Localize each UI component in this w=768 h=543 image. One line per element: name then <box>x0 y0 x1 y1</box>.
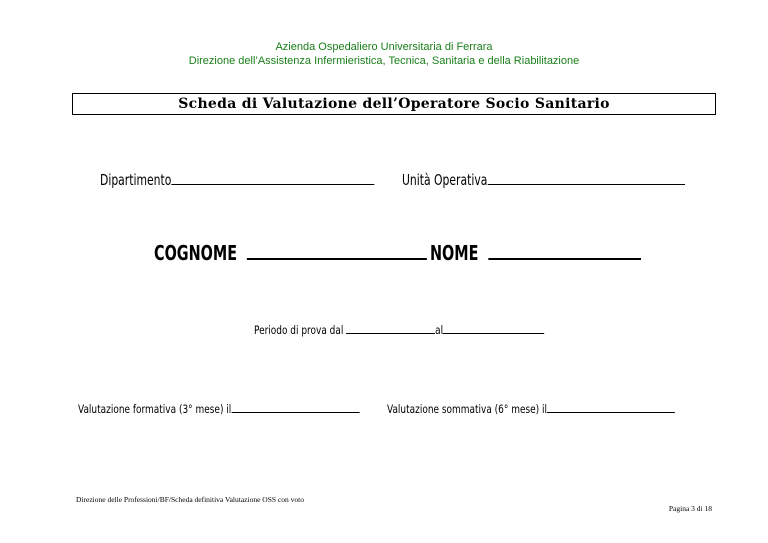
valutazione-formativa-label: Valutazione formativa (3° mese) il <box>78 402 232 416</box>
valutazione-sommativa-blank[interactable] <box>547 401 675 413</box>
dipartimento-label: Dipartimento <box>100 171 172 189</box>
valutazione-sommativa-field[interactable] <box>387 401 675 416</box>
cognome-blank[interactable] <box>247 241 427 260</box>
periodo-prova-field[interactable] <box>254 322 545 337</box>
nome-blank[interactable] <box>489 241 642 260</box>
nome-label: NOME <box>430 241 479 265</box>
form-title: Scheda di Valutazione dell’Operatore Socio Sanitario <box>178 96 610 112</box>
valutazione-formativa-field[interactable] <box>78 401 359 416</box>
valutazione-formativa-blank[interactable] <box>231 401 359 413</box>
periodo-dal-blank[interactable] <box>346 322 435 334</box>
unita-operativa-label: Unità Operativa <box>402 171 488 189</box>
unita-operativa-blank[interactable] <box>487 170 684 185</box>
periodo-al-label: al <box>435 323 444 337</box>
form-title-box <box>72 93 716 115</box>
cognome-field[interactable] <box>154 241 427 265</box>
periodo-label: Periodo di prova dal <box>254 323 344 337</box>
header-organization: Azienda Ospedaliero Universitaria di Ferrara <box>275 41 493 53</box>
dipartimento-blank[interactable] <box>171 170 374 185</box>
cognome-label: COGNOME <box>154 241 238 265</box>
unita-operativa-field[interactable] <box>402 170 685 189</box>
valutazione-sommativa-label: Valutazione sommativa (6° mese) il <box>387 402 547 416</box>
page-number: Pagina 3 di 18 <box>668 504 712 513</box>
document-header <box>0 40 768 68</box>
nome-field[interactable] <box>430 241 641 265</box>
footer-path: Direzione delle Professioni/BF/Scheda definitiva Valutazione OSS con voto <box>76 495 304 504</box>
header-department: Direzione dell’Assistenza Infermieristica, Tecnica, Sanitaria e della Riabilitazione <box>188 55 580 67</box>
periodo-al-blank[interactable] <box>443 322 544 334</box>
dipartimento-field[interactable] <box>100 170 374 189</box>
